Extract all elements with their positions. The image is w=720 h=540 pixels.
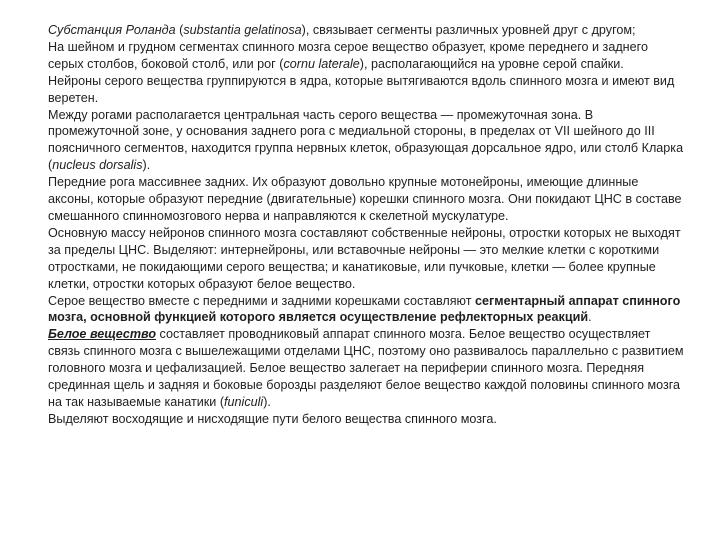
paragraph-text: . bbox=[588, 310, 592, 325]
document-body bbox=[48, 22, 684, 428]
term-roland-substance: Субстанция Роланда bbox=[48, 23, 176, 37]
latin-term: substantia gelatinosa bbox=[183, 23, 302, 37]
paragraph-own-neurons: Основную массу нейронов спинного мозга составляют собственные нейроны, отростки которых не выходят за пределы ЦНС. Выделяют: интернейроны, или вставочные нейроны — это мелкие клетки с короткими отростками, не покидающими серого вещества; и канатиковые, или пучковые, клетки — более крупные клетки, отростки которых образуют белое вещество. bbox=[48, 225, 681, 291]
paragraph-segmental-apparatus bbox=[48, 293, 684, 327]
term-white-matter: Белое вещество bbox=[48, 327, 157, 342]
paragraph-text: ). bbox=[263, 394, 271, 409]
paragraph-lateral-horn bbox=[48, 39, 684, 73]
paragraph-pathways: Выделяют восходящие и нисходящие пути белого вещества спинного мозга. bbox=[48, 411, 497, 426]
paragraph-text: ). bbox=[142, 158, 151, 173]
paragraph-text: ), располагающийся на уровне серой спайки. bbox=[359, 56, 624, 71]
paragraph-text: Серое вещество вместе с передними и задними корешками составляют bbox=[48, 293, 475, 308]
latin-term: funiculi bbox=[224, 394, 264, 409]
paragraph-anterior-horns: Передние рога массивнее задних. Их образуют довольно крупные мотонейроны, имеющие длинные аксоны, которые образуют передние (двигательные) корешки спинного мозга. Они покидают ЦНС в составе смешанного спинномозгового нерва и направляются к скелетной мускулатуре. bbox=[48, 175, 682, 223]
latin-term: cornu laterale bbox=[283, 56, 360, 71]
paragraph-text: Между рогами располагается центральная часть серого вещества — промежуточная зона. В промежуточной зоне, у основания заднего рога с медиальной стороны, в пределах от VII шейного до III поясничного сегментов, находится группа нервных клеток, образующая дорсальное ядро, или столб Кларка ( bbox=[48, 107, 684, 173]
paragraph-intermediate-zone bbox=[48, 107, 684, 175]
paragraph-text: составляет проводниковый аппарат спинного мозга. Белое вещество осуществляет связь спинного мозга с вышележащими отделами ЦНС, поэтому оно развивалось параллельно с развитием головного мозга и цефализацией. Белое вещество залегает на периферии спинного мозга. Передняя срединная щель и задняя и боковые борозды разделяют белое вещество каждой половины спинного мозга на так называемые канатики ( bbox=[48, 327, 684, 409]
paragraph-nuclei: Нейроны серого вещества группируются в ядра, которые вытягиваются вдоль спинного мозга и имеют вид веретен. bbox=[48, 73, 675, 105]
latin-close-paren: ) bbox=[301, 23, 306, 37]
paragraph-text: На шейном и грудном сегментах спинного мозга серое вещество образует, кроме переднего и заднего серых столбов, боковой столб, или рог ( bbox=[48, 39, 648, 71]
paragraph-white-matter bbox=[48, 326, 684, 411]
latin-open-paren: ( bbox=[175, 23, 184, 37]
bold-definition: сегментарный аппарат спинного мозга, основной функцией которого является осуществление рефлекторных реакций bbox=[48, 293, 681, 325]
paragraph-text: , связывает сегменты различных уровней друг с другом; bbox=[305, 23, 636, 37]
paragraph-substantia-gelatinosa bbox=[48, 22, 684, 39]
latin-term: nucleus dorsalis bbox=[52, 158, 143, 173]
